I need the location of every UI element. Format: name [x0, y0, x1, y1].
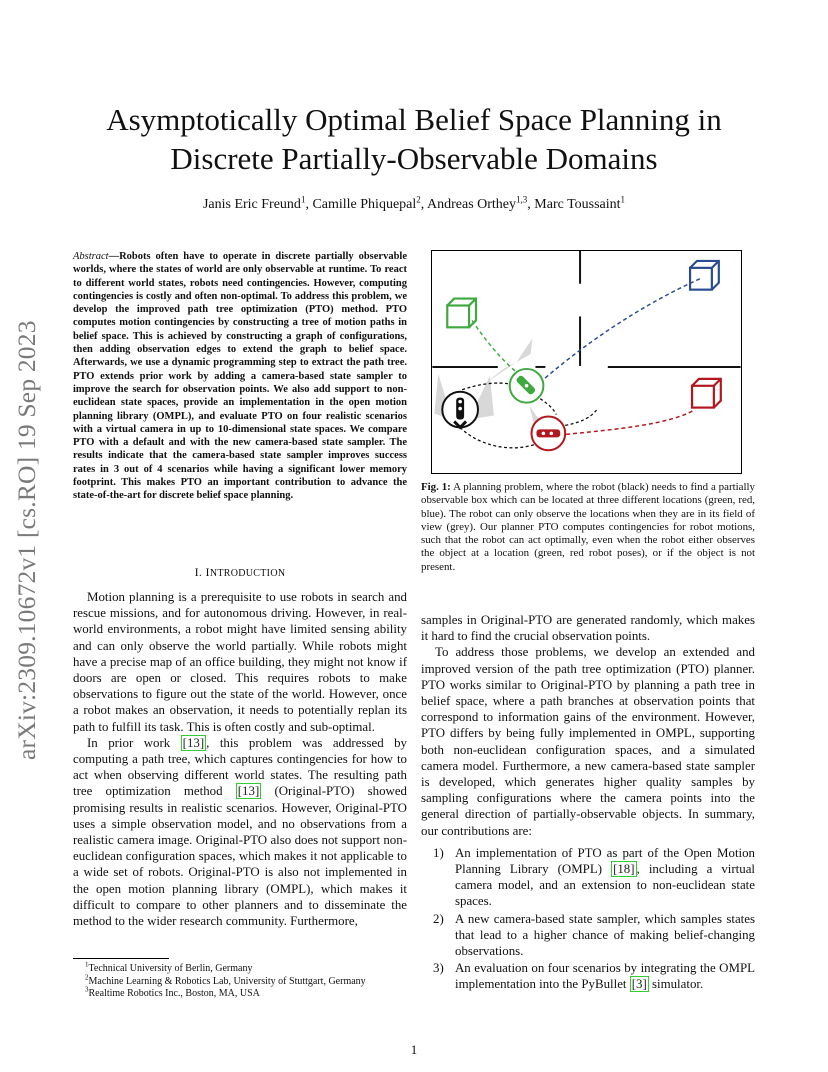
footnote-text: Technical University of Berlin, Germany: [88, 963, 253, 974]
figure-caption: [421, 481, 755, 574]
section-initial: I: [205, 565, 210, 579]
citation-link[interactable]: [13]: [182, 735, 205, 750]
list-text: , including a virtual camera model, and an extension to non-euclidean state spaces.: [455, 862, 755, 909]
arxiv-stamp-text: arXiv:2309.10672v1 [cs.RO] 19 Sep 2023: [12, 320, 41, 760]
list-number: 1): [433, 845, 444, 860]
author-name: Janis Eric Freund: [202, 197, 301, 212]
section-heading: [73, 565, 407, 580]
author-name: Andreas Orthey: [427, 197, 517, 212]
green-box: [447, 299, 476, 328]
intro-paragraph-3: To address those problems, we develop an extended and improved version of the path tree optimization (PTO) planner. PTO works similar to Original-PTO by planning a path tree in belief space, where a path branches at observation points that correspond to information gains of the environment. However, PTO differs by being fully implemented in OMPL, supporting both non-euclidean configuration spaces, and a simulated camera model. Furthermore, a new camera-based state sampler is developed, which generates higher quality samples by sampling configurations where the camera points into the general direction of partially-observable objects. In summary, our contributions are:: [421, 645, 755, 838]
section-number: I.: [194, 565, 203, 579]
list-item: [421, 911, 755, 960]
author-name: Marc Toussaint: [534, 197, 621, 212]
author-affiliation: 2: [416, 194, 421, 205]
green-robot: [510, 369, 544, 403]
blue-box: [690, 261, 719, 290]
abstract: [73, 250, 407, 503]
contribution-list: [421, 845, 755, 993]
list-number: 2): [433, 911, 444, 926]
paragraph-text: , this problem was addressed by computing a path tree, which captures contingencies for how to act when observing different world states. The resulting path tree optimization method: [73, 735, 407, 799]
footnote-mark: 3: [85, 985, 89, 994]
footnotes: [85, 960, 415, 1001]
title-line-2: Discrete Partially-Observable Domains: [170, 141, 658, 176]
section-title-rest: NTRODUCTION: [209, 568, 286, 579]
right-column-body: [421, 612, 755, 994]
planning-problem-illustration: [432, 251, 741, 473]
author-list: Janis Eric Freund$^1$, Camille Phiquepal$^2$, Andreas Orthey$^{1,3}$, Marc Toussaint$^1$: [202, 194, 626, 212]
footnote-rule: [73, 958, 169, 959]
list-number: 3): [433, 961, 444, 976]
author-affiliation: 1: [300, 194, 306, 205]
paragraph-text: (Original-PTO) showed promising results in realistic scenarios. However, Original-PTO uses a simple observation model, and no observations from a realistic camera image. Original-PTO also does not support non-euclidean configuration spaces, which makes it not applicable to a wide set of robots. Original-PTO is also not implemented in the open motion planning library (OMPL), which makes it difficult to compare to other planners and to disseminate the method to the wider research community. Furthermore,: [73, 784, 407, 929]
list-item: [421, 845, 755, 910]
continued-paragraph: samples in Original-PTO are generated randomly, which makes it hard to find the crucial observation points.: [421, 613, 755, 644]
path-branch: [565, 410, 597, 426]
red-box: [692, 379, 721, 408]
footnote-mark: 1: [85, 960, 89, 969]
path-to-blue-location: [530, 279, 700, 392]
list-text: An implementation of PTO as part of the Open Motion Planning Library (OMPL): [455, 845, 755, 877]
abstract-text: —Robots often have to operate in discrete partially observable worlds, where the states of world are only observable at runtime. To react to different world states, robots need contingencies. However, computing contingencies is costly and often non-optimal. To address this problem, we develop the improved path tree optimization (PTO) method. PTO computes motion contingencies by constructing a tree of motion paths in belief space. This is achieved by constructing a graph of configurations, then adding observation edges to extend the graph to belief space. Afterwards, we use a dynamic programming step to extract the path tree. PTO extends prior work by adding a camera-based state sampler to improve the search for observation points. We also add support to non-euclidean state spaces, provide an implementation in the open motion planning library (OMPL), and evaluate PTO on four realistic scenarios with a virtual camera in up to 10-dimensional state spaces. We compare PTO with a default and with the new camera-based state sampler. The results indicate that the camera-based state sampler improves success rates in 3 out of 4 scenarios while having a significant lower memory footprint. This makes PTO an important contribution to advance the state-of-the-art for discrete belief space planning.: [73, 251, 407, 502]
list-text: An evaluation on four scenarios by integrating the OMPL implementation into the PyBullet: [455, 961, 755, 992]
title-line-1: Asymptotically Optimal Belief Space Planning in: [106, 102, 722, 137]
figure-label: Fig. 1:: [421, 481, 451, 493]
paragraph-text: In prior work: [87, 735, 181, 750]
footnote: [85, 985, 415, 1001]
citation-link[interactable]: [3]: [631, 977, 647, 992]
list-text: simulator.: [648, 977, 704, 992]
field-of-view-cone: [517, 338, 533, 362]
list-text: A new camera-based state sampler, which samples states that lead to a higher chance of making belief-changing observations.: [455, 911, 755, 959]
page-number: 1: [410, 1042, 418, 1057]
path-to-red-location: [566, 410, 695, 435]
list-item: [421, 960, 755, 992]
figure-1: [431, 250, 742, 474]
left-column-body: [73, 589, 407, 929]
footnote-text: Realtime Robotics Inc., Boston, MA, USA: [88, 988, 260, 1000]
author-affiliation: 1,3: [516, 194, 528, 205]
footnote-mark: 2: [85, 973, 89, 982]
figure-caption-text: A planning problem, where the robot (black) needs to find a partially observable box which can be located at three different locations (green, red, blue). The robot can only observe the locations when they are in its field of view (grey). Our planner PTO computes contingencies for robot motions, such that the robot can act optimally, even when the robot either observes the object at a location (green, red robot poses), or if the object is not present.: [421, 481, 755, 573]
intro-paragraph-2: [73, 735, 407, 929]
author-name: Camille Phiquepal: [312, 197, 417, 212]
black-robot: [442, 392, 478, 428]
author-affiliation: 1: [620, 194, 626, 205]
abstract-label: Abstract: [73, 251, 109, 262]
paper-title: [60, 100, 768, 178]
footnote-text: Machine Learning & Robotics Lab, University of Stuttgart, Germany: [88, 975, 366, 987]
footnote: [85, 960, 415, 976]
red-robot: [531, 417, 565, 451]
intro-paragraph-1: Motion planning is a prerequisite to use robots in search and rescue missions, and for autonomous driving. However, in real-world environments, a robot might have limited sensing ability and can only observe the world partially. While robots might have a precise map of an office building, they might not know if doors are open or closed. This requires robots to make observations to figure out the state of the world. However, once a robot makes an observation, it needs to potentially replan its path to fulfill its task. This is often costly and sub-optimal.: [73, 590, 407, 734]
citation-link[interactable]: [18]: [613, 862, 635, 877]
citation-link[interactable]: [13]: [237, 784, 260, 799]
footnote: [85, 973, 415, 989]
